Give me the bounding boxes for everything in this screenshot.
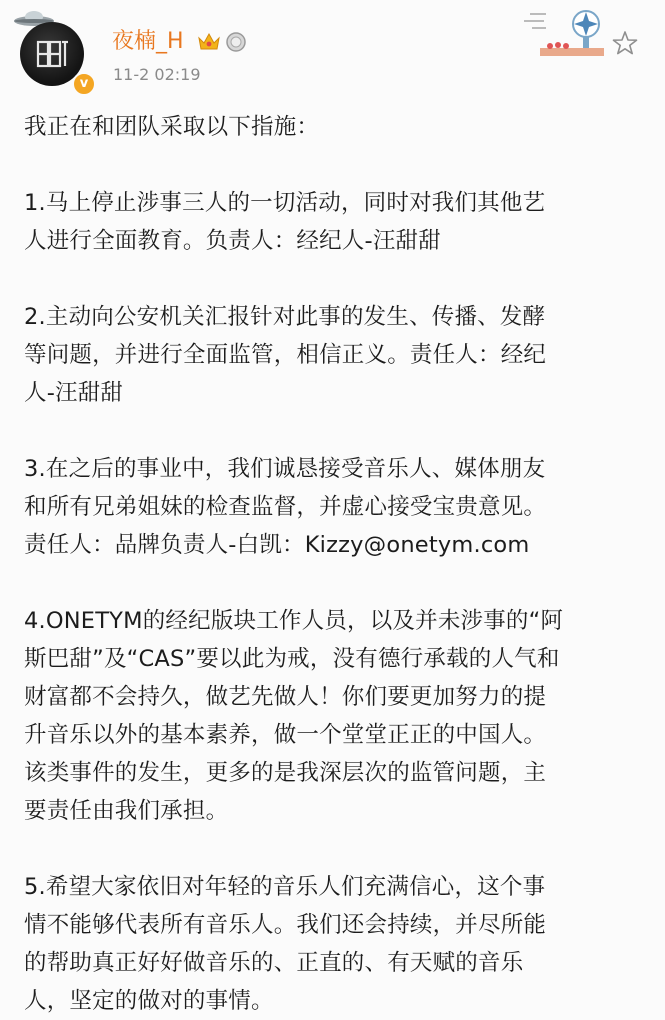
- username[interactable]: 夜楠_H: [112, 29, 184, 54]
- post-paragraph-3: 3.在之后的事业中，我们诚恳接受音乐人、媒体朋友 和所有兄弟姐妹的检查监督，并虚心接受宝贵意见。 责任人：品牌负责人-白凯：Kizzy@onetym.com: [24, 456, 547, 558]
- post-timestamp: 11-2 02:19: [113, 65, 201, 84]
- avatar-container[interactable]: [10, 8, 100, 94]
- verified-badge-icon: v: [72, 72, 96, 96]
- post-paragraph-5: 5.希望大家依旧对年轻的音乐人们充满信心，这个事 情不能够代表所有音乐人。我们还会持续，并尽所能 的帮助真正好好做音乐的、正直的、有天赋的音乐 人，坚定的做对的事情。: [24, 874, 547, 1014]
- user-badges: [197, 30, 247, 54]
- post-paragraph-intro: 我正在和团队采取以下指施：: [24, 114, 320, 140]
- post-paragraph-1: 1.马上停止涉事三人的一切活动，同时对我们其他艺 人进行全面教育。负责人：经纪人-汪甜甜: [24, 190, 546, 254]
- post-header: [0, 0, 665, 100]
- medal-badge-icon[interactable]: [225, 31, 247, 53]
- post-content: [24, 108, 644, 1020]
- post-paragraph-2: 2.主动向公安机关汇报针对此事的发生、传播、发酵 等问题，并进行全面监管，相信正义。责任人：经纪 人-汪甜甜: [24, 304, 547, 406]
- crown-badge-icon[interactable]: [197, 31, 221, 53]
- post-paragraph-4: 4.ONETYM的经纪版块工作人员，以及并未涉事的“阿 斯巴甜”及“CAS”要以此为戒，没有德行承载的人气和 财富都不会持久，做艺先做人！你们要更加努力的提 升音乐以外的基本素养，做一个堂堂正正的中国人。 该类事件的发生，更多的是我深层次的监管问题，主 要责任由我们承担。: [24, 608, 564, 824]
- decoration-sticker-icon: [520, 4, 610, 60]
- favorite-star-icon[interactable]: [612, 30, 638, 56]
